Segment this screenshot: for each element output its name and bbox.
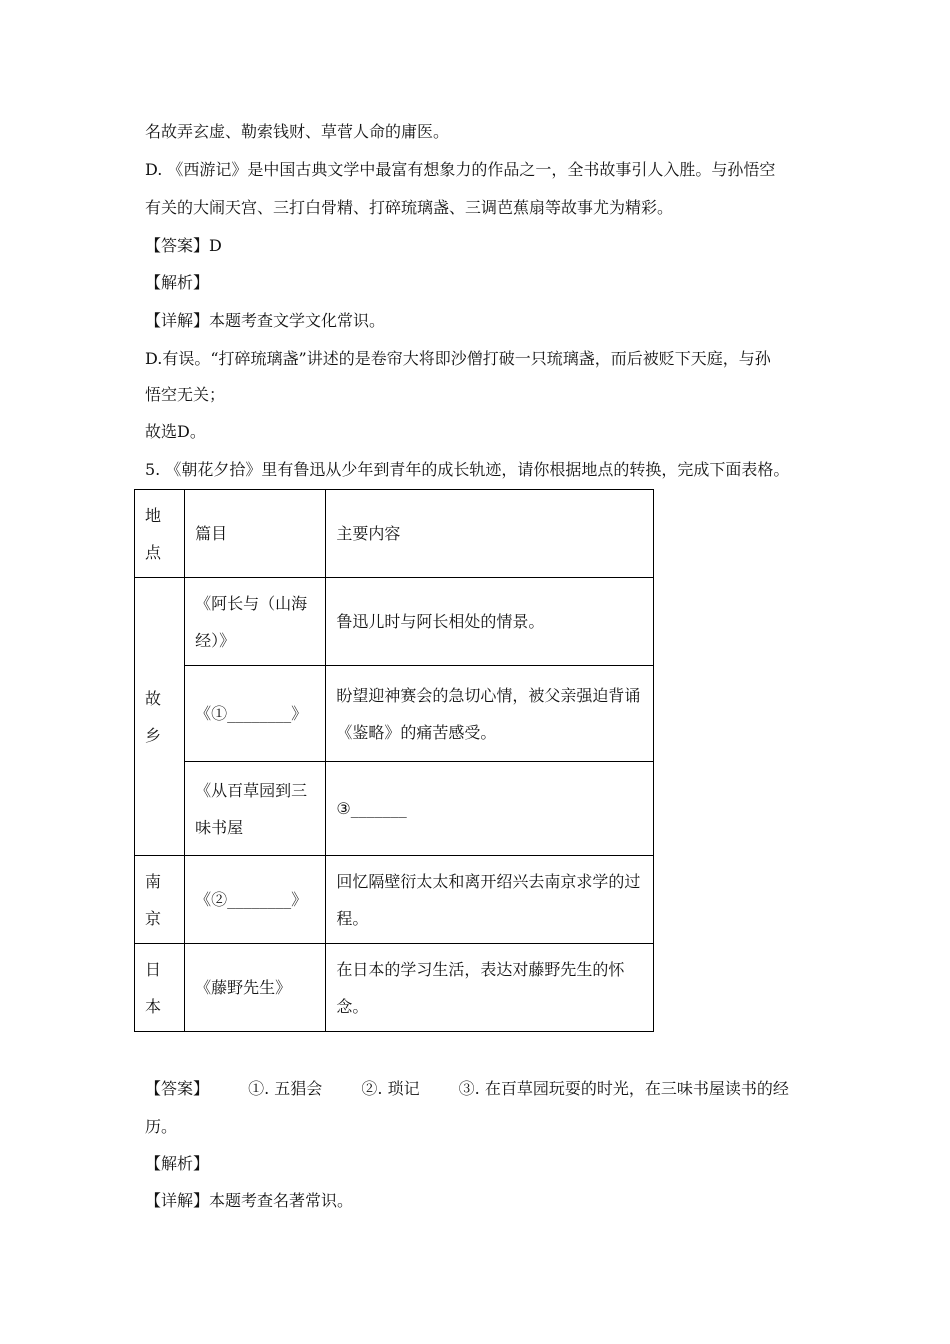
header-title: 篇目: [185, 490, 326, 578]
question-5: 5. 《朝花夕拾》里有鲁迅从少年到青年的成长轨迹，请你根据地点的转换，完成下面表格。: [145, 460, 790, 479]
table-row: [135, 856, 654, 944]
header-place: 地点: [135, 490, 185, 578]
answer-line: 【答案】D: [145, 236, 222, 255]
answer-item-2: ②. 琐记: [361, 1079, 420, 1098]
answer-row: [145, 1078, 789, 1100]
table-row: [135, 666, 654, 762]
analysis-label: 【解析】: [145, 1154, 210, 1173]
answer-label: 【答案】: [145, 1079, 210, 1098]
table-row: [135, 944, 654, 1032]
table-row: [135, 762, 654, 856]
title-cell: 《①________》: [185, 666, 326, 762]
option-d-line: D. 《西游记》是中国古典文学中最富有想象力的作品之一，全书故事引人入胜。与孙悟空: [145, 160, 776, 179]
answer-item-1: ①. 五猖会: [248, 1079, 323, 1098]
place-nanjing: 南京: [135, 856, 185, 944]
detail-line: 【详解】本题考查名著常识。: [145, 1191, 354, 1210]
header-content: 主要内容: [326, 490, 654, 578]
place-japan: 日本: [135, 944, 185, 1032]
paragraph-line: 名故弄玄虚、勒索钱财、草菅人命的庸医。: [145, 122, 450, 141]
title-cell: 《藤野先生》: [185, 944, 326, 1032]
table-row: [135, 578, 654, 666]
paragraph-line: 有关的大闹天宫、三打白骨精、打碎琉璃盏、三调芭蕉扇等故事尤为精彩。: [145, 198, 674, 217]
content-cell: ③_______: [326, 762, 654, 856]
title-cell: 《②________》: [185, 856, 326, 944]
content-cell: 鲁迅儿时与阿长相处的情景。: [326, 578, 654, 666]
table-header-row: [135, 490, 654, 578]
content-cell: 在日本的学习生活，表达对藤野先生的怀念。: [326, 944, 654, 1032]
explanation-line: D.有误。“打碎琉璃盏”讲述的是卷帘大将即沙僧打破一只琉璃盏，而后被贬下天庭，与孙: [145, 349, 771, 368]
title-cell: 《阿长与（山海经）》: [185, 578, 326, 666]
content-table: [134, 489, 654, 1032]
content-cell: 回忆隔壁衍太太和离开绍兴去南京求学的过程。: [326, 856, 654, 944]
conclusion-line: 故选D。: [145, 422, 206, 441]
place-hometown: 故乡: [135, 578, 185, 856]
answer-item-3: ③. 在百草园玩耍的时光，在三味书屋读书的经: [458, 1079, 789, 1098]
explanation-line: 悟空无关；: [145, 385, 226, 404]
title-cell: 《从百草园到三味书屋: [185, 762, 326, 856]
detail-line: 【详解】本题考查文学文化常识。: [145, 311, 386, 330]
content-cell: 盼望迎神赛会的急切心情，被父亲强迫背诵《鉴略》的痛苦感受。: [326, 666, 654, 762]
analysis-label: 【解析】: [145, 273, 210, 292]
answer-continuation: 历。: [145, 1117, 178, 1136]
